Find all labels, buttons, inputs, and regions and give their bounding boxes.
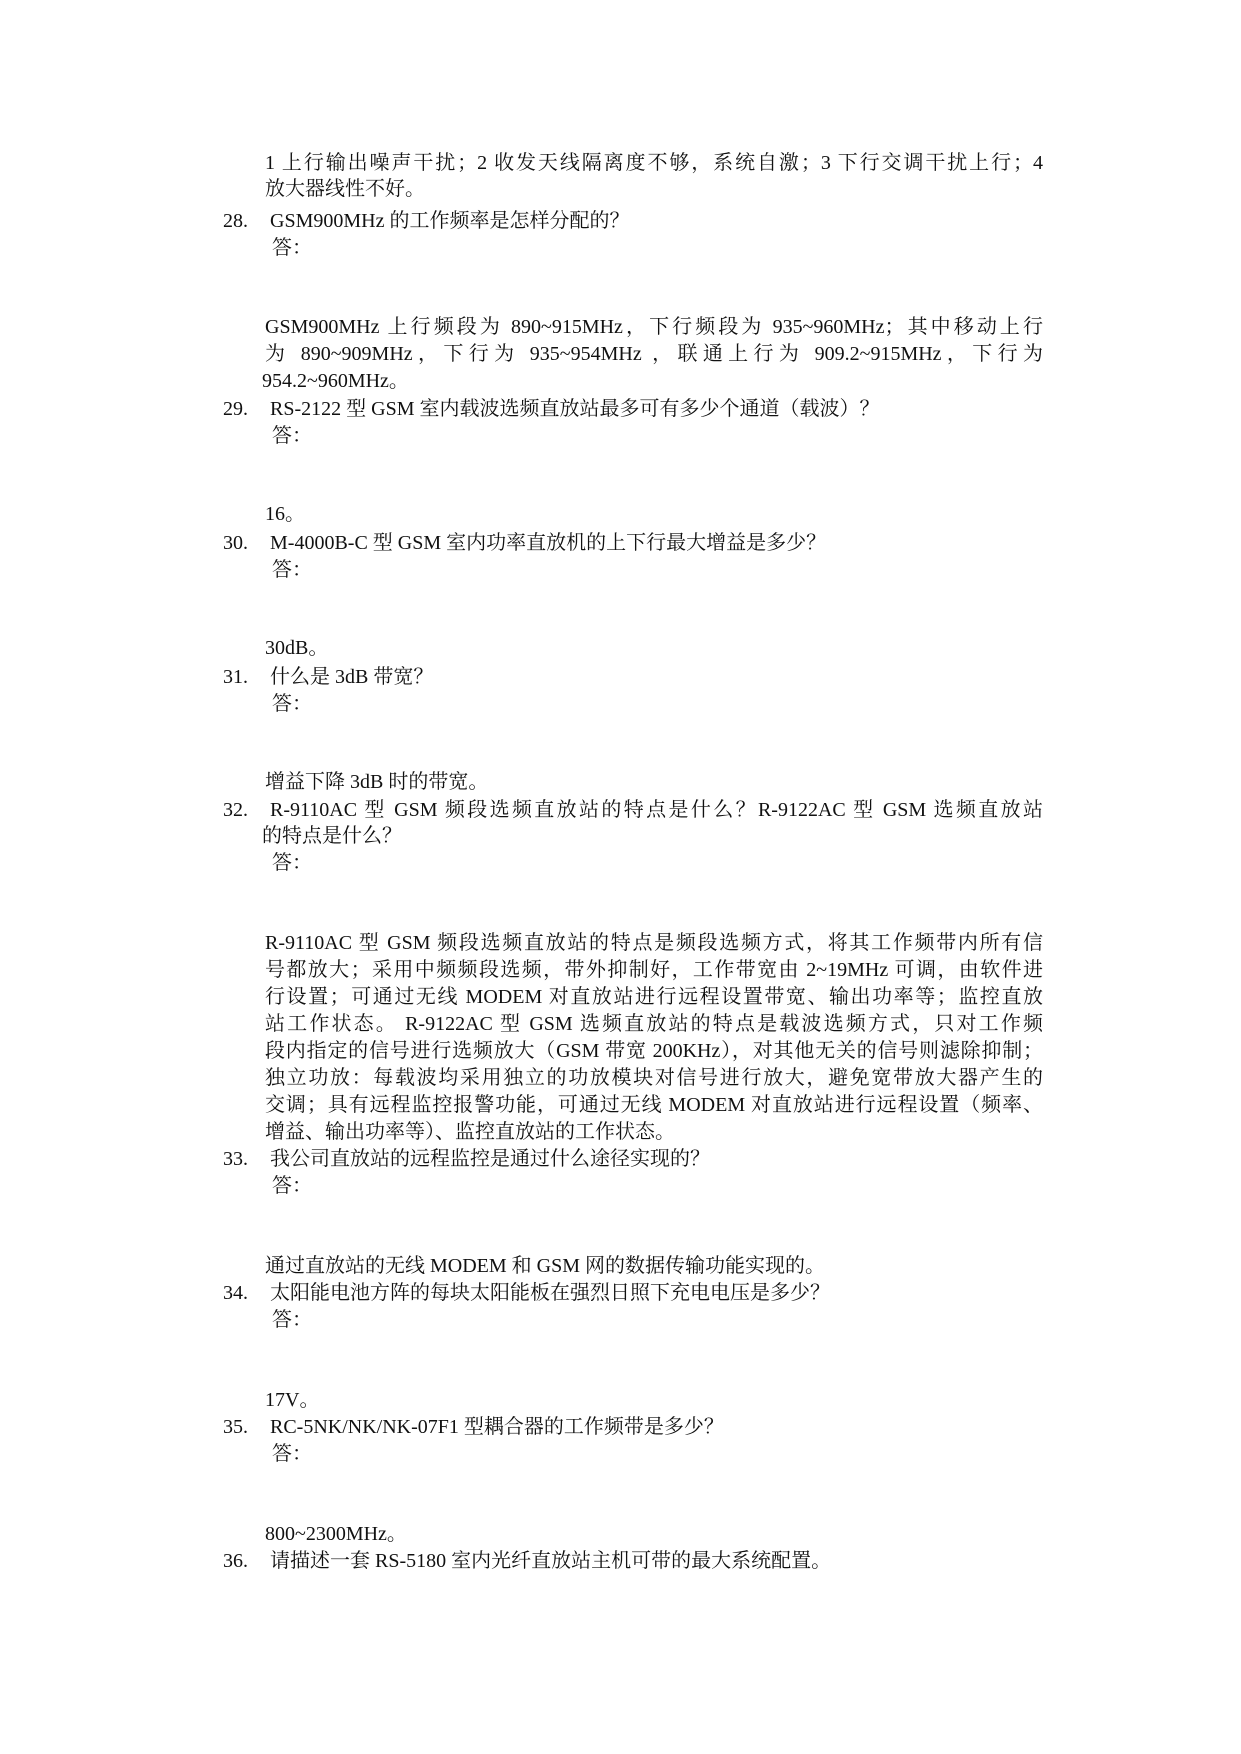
- question-number: 33.: [223, 1148, 248, 1170]
- question-text: RS-2122 型 GSM 室内载波选频直放站最多可有多少个通道（载波）？: [270, 398, 880, 420]
- question-number: 29.: [223, 398, 248, 420]
- answer-line: 954.2~960MHz。: [262, 370, 409, 392]
- answer-line: 站工作状态。 R-9122AC 型 GSM 选频直放站的特点是载波选频方式，只对工作频: [265, 1013, 1043, 1035]
- answer-line: R-9110AC 型 GSM 频段选频直放站的特点是频段选频方式，将其工作频带内所有信: [265, 932, 1043, 954]
- answer-line: 800~2300MHz。: [265, 1523, 407, 1545]
- question-number: 31.: [223, 666, 248, 688]
- answer-label: 答：: [272, 1175, 312, 1197]
- answer-line: 行设置；可通过无线 MODEM 对直放站进行远程设置带宽、输出功率等；监控直放: [265, 986, 1043, 1008]
- answer-line: 16。: [265, 503, 305, 525]
- answer-label: 答：: [272, 852, 312, 874]
- answer-label: 答：: [272, 425, 312, 447]
- answer-line: 30dB。: [265, 637, 329, 659]
- question-number: 32.: [223, 799, 248, 821]
- question-text: 什么是 3dB 带宽？: [270, 666, 434, 688]
- answer-line: 独立功放：每载波均采用独立的功放模块对信号进行放大，避免宽带放大器产生的: [265, 1067, 1043, 1089]
- answer-line: 增益、输出功率等）、监控直放站的工作状态。: [265, 1121, 675, 1143]
- answer-line: 号都放大；采用中频频段选频，带外抑制好，工作带宽由 2~19MHz 可调，由软件进: [265, 959, 1043, 981]
- answer-line: 段内指定的信号进行选频放大（GSM 带宽 200KHz），对其他无关的信号则滤除抑制；: [265, 1040, 1043, 1062]
- answer-line: 为 890~909MHz，下行为 935~954MHz ，联通上行为 909.2~915MHz，下行为: [265, 343, 1043, 365]
- question-text: M-4000B-C 型 GSM 室内功率直放机的上下行最大增益是多少？: [270, 532, 827, 554]
- answer-label: 答：: [272, 237, 312, 259]
- answer-line: 放大器线性不好。: [265, 178, 425, 200]
- question-number: 30.: [223, 532, 248, 554]
- answer-line: 1 上行输出噪声干扰；2 收发天线隔离度不够，系统自激；3 下行交调干扰上行；4: [265, 152, 1043, 174]
- question-number: 34.: [223, 1282, 248, 1304]
- answer-label: 答：: [272, 1309, 312, 1331]
- answer-label: 答：: [272, 693, 312, 715]
- question-number: 28.: [223, 210, 248, 232]
- answer-line: 交调；具有远程监控报警功能，可通过无线 MODEM 对直放站进行远程设置（频率、: [265, 1094, 1043, 1116]
- answer-line: 增益下降 3dB 时的带宽。: [265, 771, 489, 793]
- question-text: R-9110AC 型 GSM 频段选频直放站的特点是什么？R-9122AC 型 GSM 选频直放站: [270, 799, 1043, 821]
- answer-label: 答：: [272, 559, 312, 581]
- question-text: 我公司直放站的远程监控是通过什么途径实现的？: [270, 1148, 710, 1170]
- answer-line: 17V。: [265, 1389, 320, 1411]
- question-text: GSM900MHz 的工作频率是怎样分配的？: [270, 210, 630, 232]
- answer-line: 通过直放站的无线 MODEM 和 GSM 网的数据传输功能实现的。: [265, 1255, 826, 1277]
- question-text: RC-5NK/NK/NK-07F1 型耦合器的工作频带是多少？: [270, 1416, 724, 1438]
- question-text: 请描述一套 RS-5180 室内光纤直放站主机可带的最大系统配置。: [270, 1550, 832, 1572]
- answer-label: 答：: [272, 1443, 312, 1465]
- answer-line: GSM900MHz 上行频段为 890~915MHz，下行频段为 935~960MHz；其中移动上行: [265, 316, 1043, 338]
- question-text: 的特点是什么？: [262, 825, 402, 847]
- question-number: 35.: [223, 1416, 248, 1438]
- question-number: 36.: [223, 1550, 248, 1572]
- question-text: 太阳能电池方阵的每块太阳能板在强烈日照下充电电压是多少？: [270, 1282, 830, 1304]
